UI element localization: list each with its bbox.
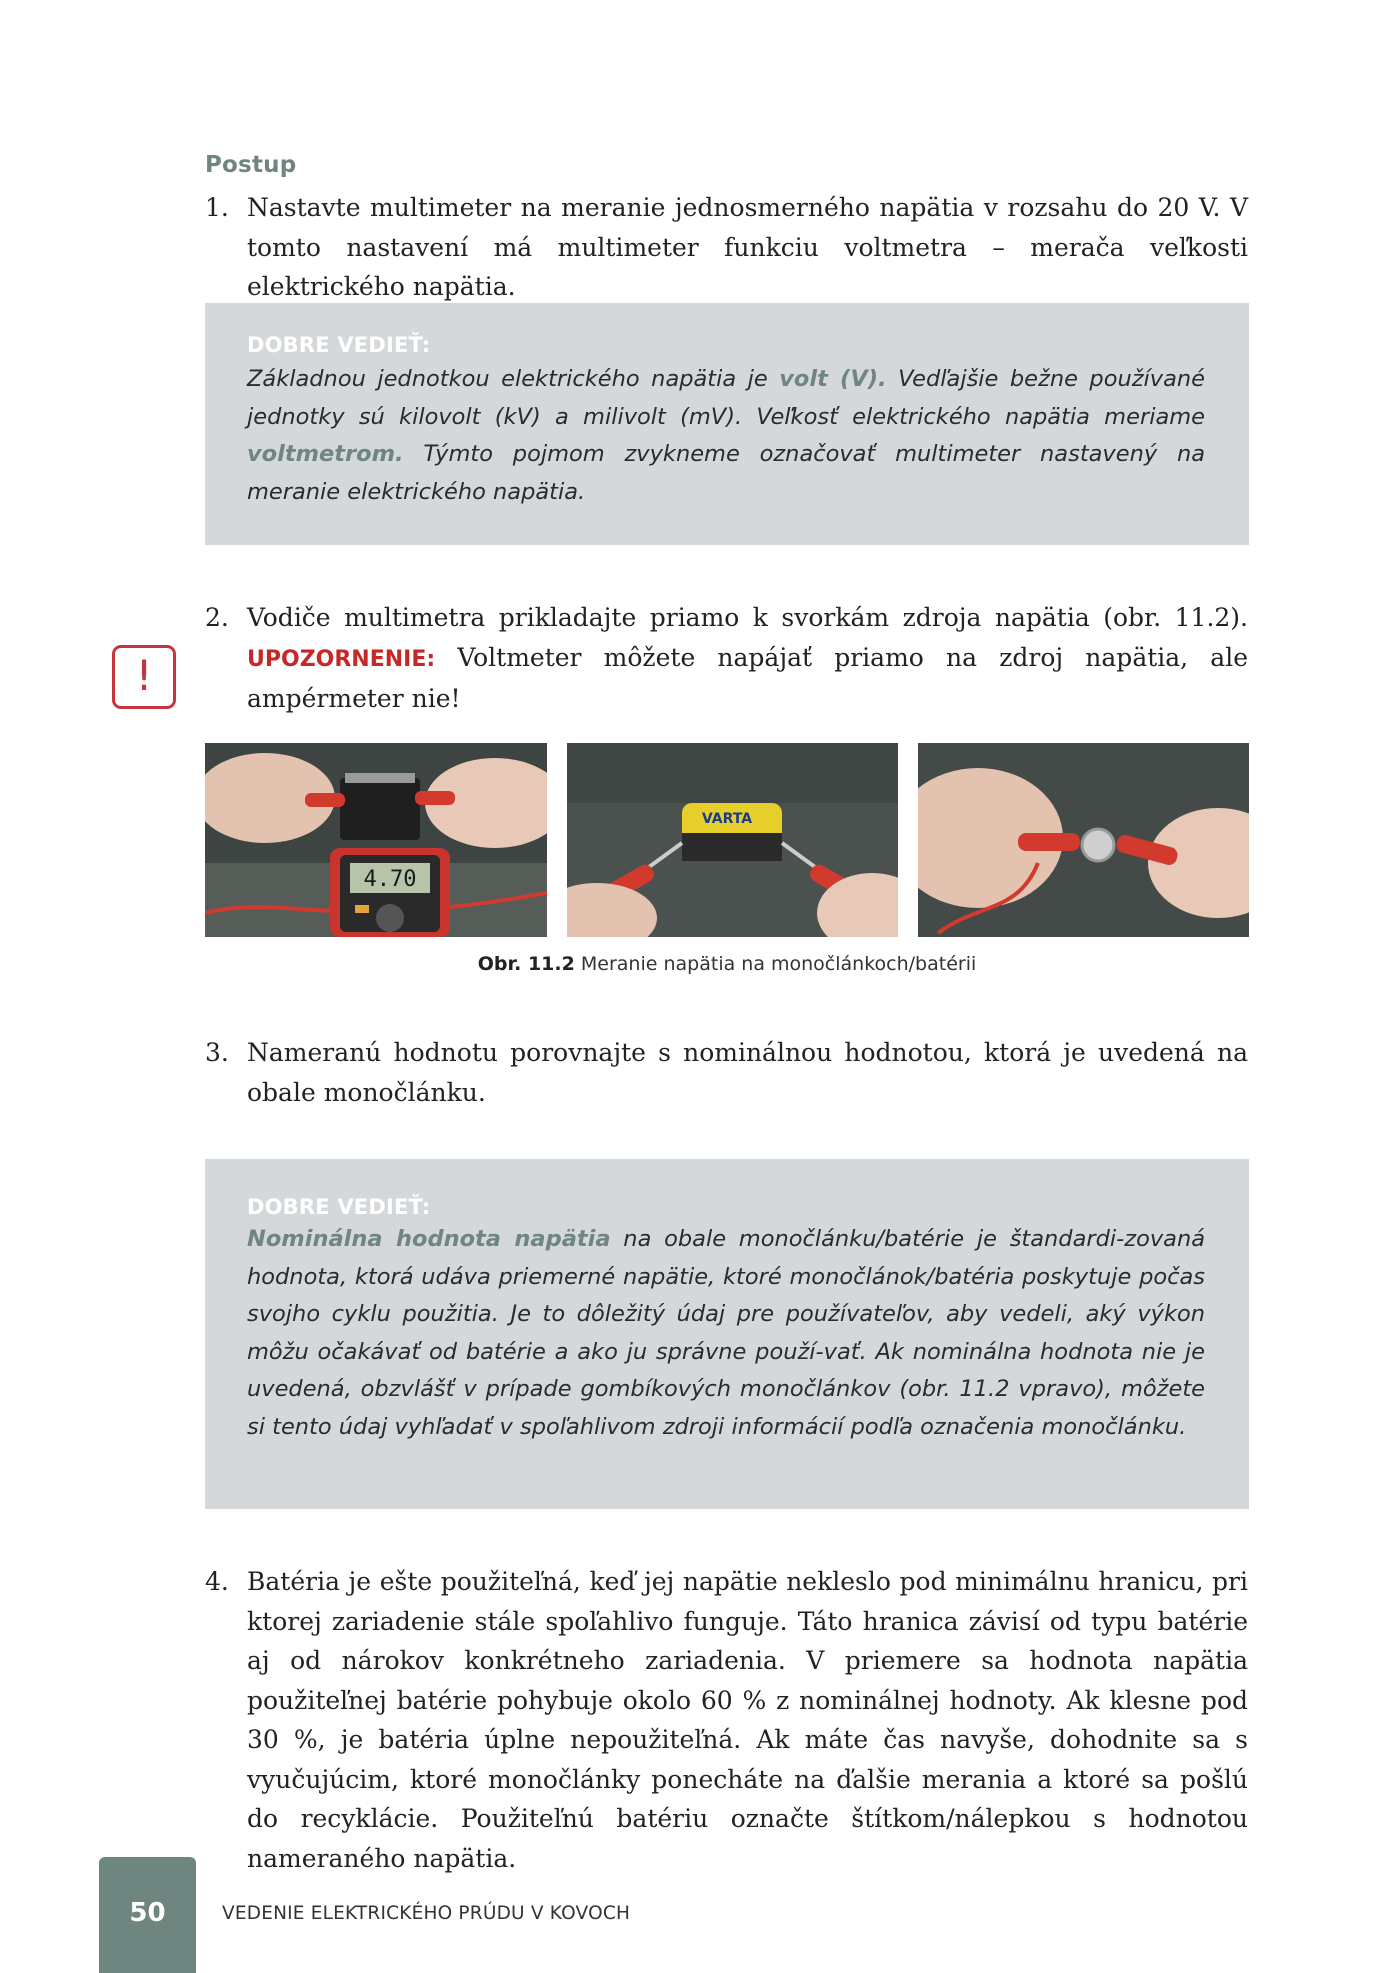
warning-label: UPOZORNENIE: <box>247 646 436 672</box>
page-number: 50 <box>99 1857 196 1973</box>
step-text: Vodiče multimetra prikladajte priamo k svorkám zdroja napätia (obr. 11.2). UPOZORNENIE: Voltmeter môžete napájať priamo na zdroj napätia, ale ampérmeter nie! <box>247 603 1248 713</box>
step-number: 2. <box>205 603 229 632</box>
photo-coin-cell <box>918 743 1249 937</box>
figure-caption-text: Meranie napätia na monočlánkoch/batérii <box>580 953 977 975</box>
photo-varta-battery-image <box>567 743 898 937</box>
info-box-title: DOBRE VEDIEŤ: <box>247 333 431 357</box>
step-3 <box>205 1033 1248 1112</box>
photo-multimeter-battery-image <box>205 743 547 937</box>
chapter-title: VEDENIE ELEKTRICKÉHO PRÚDU V KOVOCH <box>222 1903 631 1924</box>
step-text: Batéria je ešte použiteľná, keď jej napätie nekleslo pod minimálnu hranicu, pri ktorej zariadenie stále spoľahlivo funguje. Táto hranica závisí od typu batérie aj od nárokov konkrétneho zariadenia. V priemere sa hodnota napätia použiteľnej batérie pohybuje okolo 60 % z nominálnej hodnoty. Ak klesne pod 30 %, je batéria úplne nepoužiteľná. Ak máte čas navyše, dohodnite sa s vyučujúcim, ktoré monočlánky ponecháte na ďalšie merania a ktoré sa pošlú do recyklácie. Použiteľnú batériu označte štítkom/nálepkou s hodnotou nameraného napätia. <box>247 1567 1248 1873</box>
step-text: Nastavte multimeter na meranie jednosmerného napätia v rozsahu do 20 V. V tomto nastavení má multimeter funkciu voltmetra – merača veľkosti elektrického napätia. <box>247 193 1248 301</box>
step-number: 4. <box>205 1567 229 1596</box>
battery-brand-label: VARTA <box>701 811 753 827</box>
photo-multimeter-battery <box>205 743 547 937</box>
step-4 <box>205 1562 1248 1878</box>
info-box-text: Základnou jednotkou elektrického napätia je volt (V). Vedľajšie bežne používané jednotky sú kilovolt (kV) a milivolt (mV). Veľkosť elektrického napätia meriame voltmetrom. Týmto pojmom zvykneme označovať multimeter nastavený na meranie elektrického napätia. <box>247 366 1206 505</box>
info-box-1 <box>205 303 1249 545</box>
multimeter-display-reading: 4.70 <box>363 867 417 892</box>
section-heading: Postup <box>205 152 297 178</box>
figure-caption-label: Obr. 11.2 <box>477 953 575 975</box>
figure-caption <box>205 953 1249 975</box>
info-box-2 <box>205 1159 1249 1509</box>
warning-icon: ! <box>112 645 176 709</box>
term-volt: volt (V). <box>779 366 887 392</box>
photo-coin-cell-image <box>918 743 1249 937</box>
step-number: 1. <box>205 193 229 222</box>
info-box-title: DOBRE VEDIEŤ: <box>247 1195 431 1219</box>
step-text: Nameranú hodnotu porovnajte s nominálnou hodnotou, ktorá je uvedená na obale monočlánku. <box>247 1038 1248 1107</box>
info-box-text: Nominálna hodnota napätia na obale monočlánku/batérie je štandardi-zovaná hodnota, ktorá udáva priemerné napätie, ktoré monočlánok/batéria poskytuje počas svojho cyklu použitia. Je to dôležitý údaj pre používateľov, aby vedeli, aký výkon môžu očakávať od batérie a ako ju správne použí-vať. Ak nominálna hodnota nie je uvedená, obzvlášť v prípade gombíkových monočlánkov (obr. 11.2 vpravo), môžete si tento údaj vyhľadať v spoľahlivom zdroji informácií podľa označenia monočlánku. <box>247 1226 1205 1440</box>
step-2 <box>205 598 1248 719</box>
term-nominal-voltage: Nominálna hodnota napätia <box>247 1226 611 1252</box>
step-number: 3. <box>205 1038 229 1067</box>
term-voltmeter: voltmetrom. <box>247 441 404 467</box>
photo-varta-battery <box>567 743 898 937</box>
step-1 <box>205 188 1248 307</box>
